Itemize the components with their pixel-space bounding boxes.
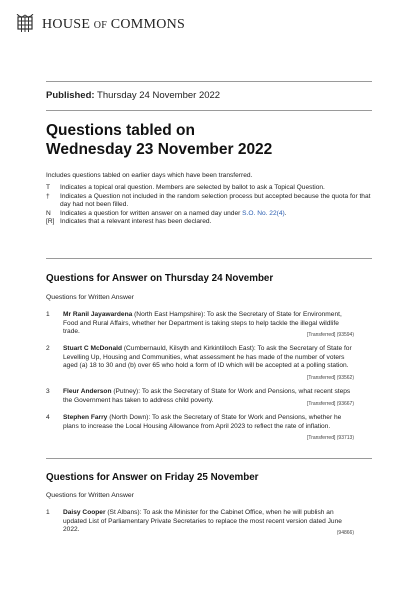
section-subheading: Questions for Written Answer xyxy=(46,294,134,301)
question-item xyxy=(46,311,354,340)
question-constituency: (Putney): xyxy=(113,388,141,395)
legend-text: Indicates that a relevant interest has been declared. xyxy=(60,218,212,226)
title-house: HOUSE xyxy=(42,16,91,32)
question-body xyxy=(63,345,354,382)
question-text: To ask the Secretary of State for Work and Pensions, what recent steps the Government has taken to address child poverty. xyxy=(63,388,351,404)
published-date: Thursday 24 November 2022 xyxy=(97,90,221,101)
legend-text xyxy=(60,210,376,219)
question-number: 1 xyxy=(46,509,50,516)
page-title-line2: Wednesday 23 November 2022 xyxy=(46,141,273,158)
house-of-commons-title xyxy=(42,16,185,33)
question-item xyxy=(46,345,354,382)
legend-key: [R] xyxy=(46,218,55,226)
question-item xyxy=(46,388,354,408)
question-member: Daisy Cooper xyxy=(63,509,106,516)
question-reference: [Transferred] (93594) xyxy=(306,332,354,338)
question-reference: [Transferred] (93562) xyxy=(306,374,354,381)
question-number: 1 xyxy=(46,311,50,318)
section-heading: Questions for Answer on Friday 25 November xyxy=(46,472,259,483)
question-constituency: (North East Hampshire): xyxy=(134,311,206,318)
question-member: Fleur Anderson xyxy=(63,388,112,395)
question-item xyxy=(46,509,354,538)
legend-row xyxy=(46,193,376,210)
divider xyxy=(46,258,372,259)
question-item xyxy=(46,414,354,443)
standing-order-link[interactable]: S.O. No. 22(4) xyxy=(242,209,285,217)
question-reference: [Transferred] (93667) xyxy=(306,400,354,407)
question-body xyxy=(63,388,354,408)
question-text: To ask the Secretary of State for Environment, Food and Rural Affairs, whether her Department is taking steps to help tackle the illegal wildlife trade. xyxy=(63,311,342,335)
portcullis-icon xyxy=(16,14,34,34)
house-of-commons-header xyxy=(16,14,185,34)
section-heading: Questions for Answer on Thursday 24 November xyxy=(46,273,274,284)
legend-text: Indicates a topical oral question. Members are selected by ballot to ask a Topical Question. xyxy=(60,184,325,191)
question-text: To ask the Secretary of State for Levelling Up, Housing and Communities, what assessment he has made of the number of voters aged (a) 18 to 30 and (b) over 65 who hold a form of ID which will be accepted at a polling station. xyxy=(63,345,352,369)
legend-row xyxy=(46,218,376,227)
legend-key: N xyxy=(46,209,51,217)
title-of: OF xyxy=(93,19,108,31)
section-subheading: Questions for Written Answer xyxy=(46,492,134,499)
question-number: 2 xyxy=(46,345,50,352)
question-constituency: (Cumbernauld, Kilsyth and Kirkintilloch East): xyxy=(123,345,256,352)
intro-text: Includes questions tabled on earlier days which have been transferred. xyxy=(46,172,253,179)
legend-text-main: Indicates a question for written answer on a named day under xyxy=(60,209,243,217)
question-member: Stephen Farry xyxy=(63,414,108,421)
question-member: Stuart C McDonald xyxy=(63,345,122,352)
published-line xyxy=(46,90,220,101)
question-reference: (94866) xyxy=(336,530,354,536)
question-body xyxy=(63,311,354,340)
legend-key: T xyxy=(46,184,51,191)
divider xyxy=(46,458,372,459)
divider xyxy=(46,110,372,111)
question-body xyxy=(63,509,354,538)
published-label: Published: xyxy=(46,90,95,101)
question-number: 4 xyxy=(46,414,50,421)
legend-row xyxy=(46,210,376,219)
question-text: To ask the Secretary of State for Work and Pensions, whether he plans to increase the Local Housing Allowance from April 2023 to reflect the rate of inflation. xyxy=(63,414,342,430)
question-constituency: (St Albans): xyxy=(107,509,142,516)
legend-key: † xyxy=(46,192,50,200)
legend xyxy=(46,184,376,227)
question-text: To ask the Minister for the Cabinet Office, when he will publish an updated List of Parliamentary Private Secretaries to replace the most recent version dated June 2022. xyxy=(63,509,342,533)
question-member: Mr Ranil Jayawardena xyxy=(63,311,133,318)
question-body xyxy=(63,414,354,443)
title-commons: COMMONS xyxy=(110,16,186,32)
question-reference: [Transferred] (93713) xyxy=(306,435,354,441)
divider xyxy=(46,81,372,82)
question-number: 3 xyxy=(46,388,50,395)
legend-text: Indicates a Question not included in the random selection process but accepted because the quota for that day had not been filled. xyxy=(60,192,371,209)
page-title xyxy=(46,121,366,159)
legend-row xyxy=(46,184,376,193)
question-constituency: (North Down): xyxy=(109,414,151,421)
legend-text-after: . xyxy=(284,209,287,217)
page-title-line1: Questions tabled on xyxy=(46,122,195,139)
